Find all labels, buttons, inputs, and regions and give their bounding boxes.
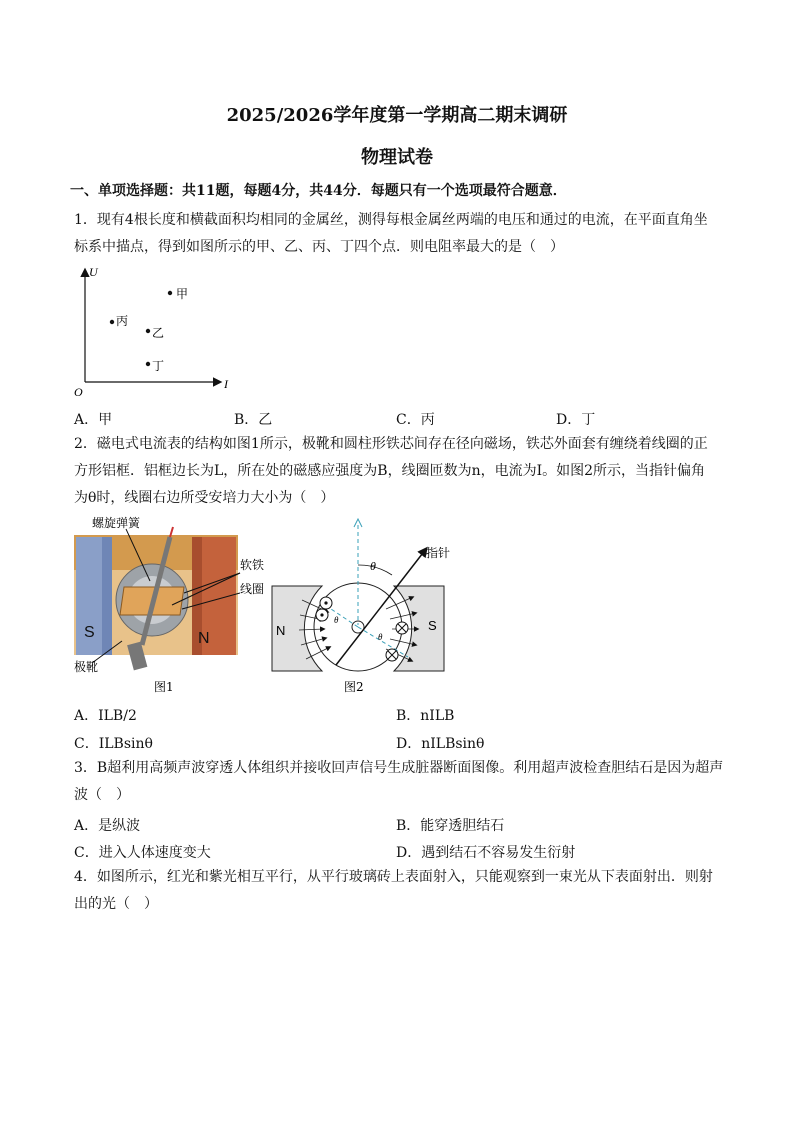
q3-line2: 波（ ） [74,787,130,803]
q1-point-ding-label: 丁 [152,359,165,373]
q2-fig2-theta-label-2: θ [334,615,339,625]
q2-fig2-s-label: S [428,618,437,633]
q1-ui-graph [70,262,240,397]
q3-option-b[interactable]: B．能穿透胆结石 [396,818,505,834]
q1-option-a[interactable]: A．甲 [74,412,113,428]
exam-subtitle: 物理试卷 [361,147,433,168]
q3-option-d[interactable]: D．遇到结石不容易发生衍射 [396,845,576,861]
q2-fig1-s-label: S [84,624,95,641]
q2-option-c[interactable]: C．ILBsinθ [74,736,153,752]
q1-line1: 1．现有4根长度和横截面积均相同的金属丝，测得每根金属丝两端的电压和通过的电流，在平面直角坐 [74,212,708,228]
q2-fig2-pointer-label: 指针 [426,546,451,560]
q4-line2: 出的光（ ） [74,896,158,912]
q1-point-jia-label: 甲 [176,287,189,301]
q1-point-bing-label: 丙 [116,314,129,328]
q1-point-yi [146,329,150,333]
q2-fig1-spring-label: 螺旋弹簧 [92,516,141,530]
q1-point-yi-label: 乙 [152,326,165,340]
q2-fig2-n-label: N [276,623,286,638]
q3-option-c[interactable]: C．进入人体速度变大 [74,845,211,861]
q2-option-b[interactable]: B．nILB [396,708,455,724]
q2-fig1-iron-label: 软铁 [240,558,265,572]
q1-option-b[interactable]: B．乙 [234,412,273,428]
q2-line3: 为θ时，线圈右边所受安培力大小为（ ） [74,490,335,506]
section-heading: 一、单项选择题：共11题，每题4分，共44分．每题只有一个选项最符合题意． [70,183,567,199]
q2-fig2-caption: 图2 [344,680,364,694]
exam-title: 2025/2026学年度第一学期高二期末调研 [226,105,568,126]
q1-origin-label: O [74,385,83,399]
q2-fig1-caption: 图1 [154,680,174,694]
q1-option-d[interactable]: D．丁 [556,412,596,428]
q1-point-ding [146,362,150,366]
q1-point-bing [110,320,114,324]
q1-line2: 标系中描点，得到如图所示的甲、乙、丙、丁四个点．则电阻率最大的是（ ） [74,239,564,255]
q2-option-a[interactable]: A．ILB/2 [74,708,137,724]
q1-option-c[interactable]: C．丙 [396,412,435,428]
q2-option-d[interactable]: D．nILBsinθ [396,736,485,752]
q2-fig1-n-label: N [198,630,210,647]
q2-fig2-theta-label-3: θ [378,632,383,642]
q3-option-a[interactable]: A．是纵波 [74,818,141,834]
q2-figure2 [266,515,466,695]
q2-fig1-shoe-label: 极靴 [74,660,99,674]
q2-fig2-theta-label: θ [370,559,376,573]
q1-point-jia [168,291,172,295]
q2-figure1 [72,515,272,695]
q2-line1: 2．磁电式电流表的结构如图1所示，极靴和圆柱形铁芯间存在径向磁场，铁芯外面套有缠绕着线圈的正 [74,436,708,452]
q2-line2: 方形铝框．铝框边长为L，所在处的磁感应强度为B，线圈匝数为n，电流为I。如图2所示，当指针偏角 [74,463,706,479]
q2-fig1-coil-label: 线圈 [240,582,265,596]
q1-axis-i-label: I [224,377,228,391]
q4-line1: 4．如图所示，红光和紫光相互平行，从平行玻璃砖上表面射入，只能观察到一束光从下表面射出．则射 [74,869,713,885]
q3-line1: 3．B超利用高频声波穿透人体组织并接收回声信号生成脏器断面图像。利用超声波检查胆结石是因为超声 [74,760,724,776]
q1-axis-u-label: U [89,265,98,279]
